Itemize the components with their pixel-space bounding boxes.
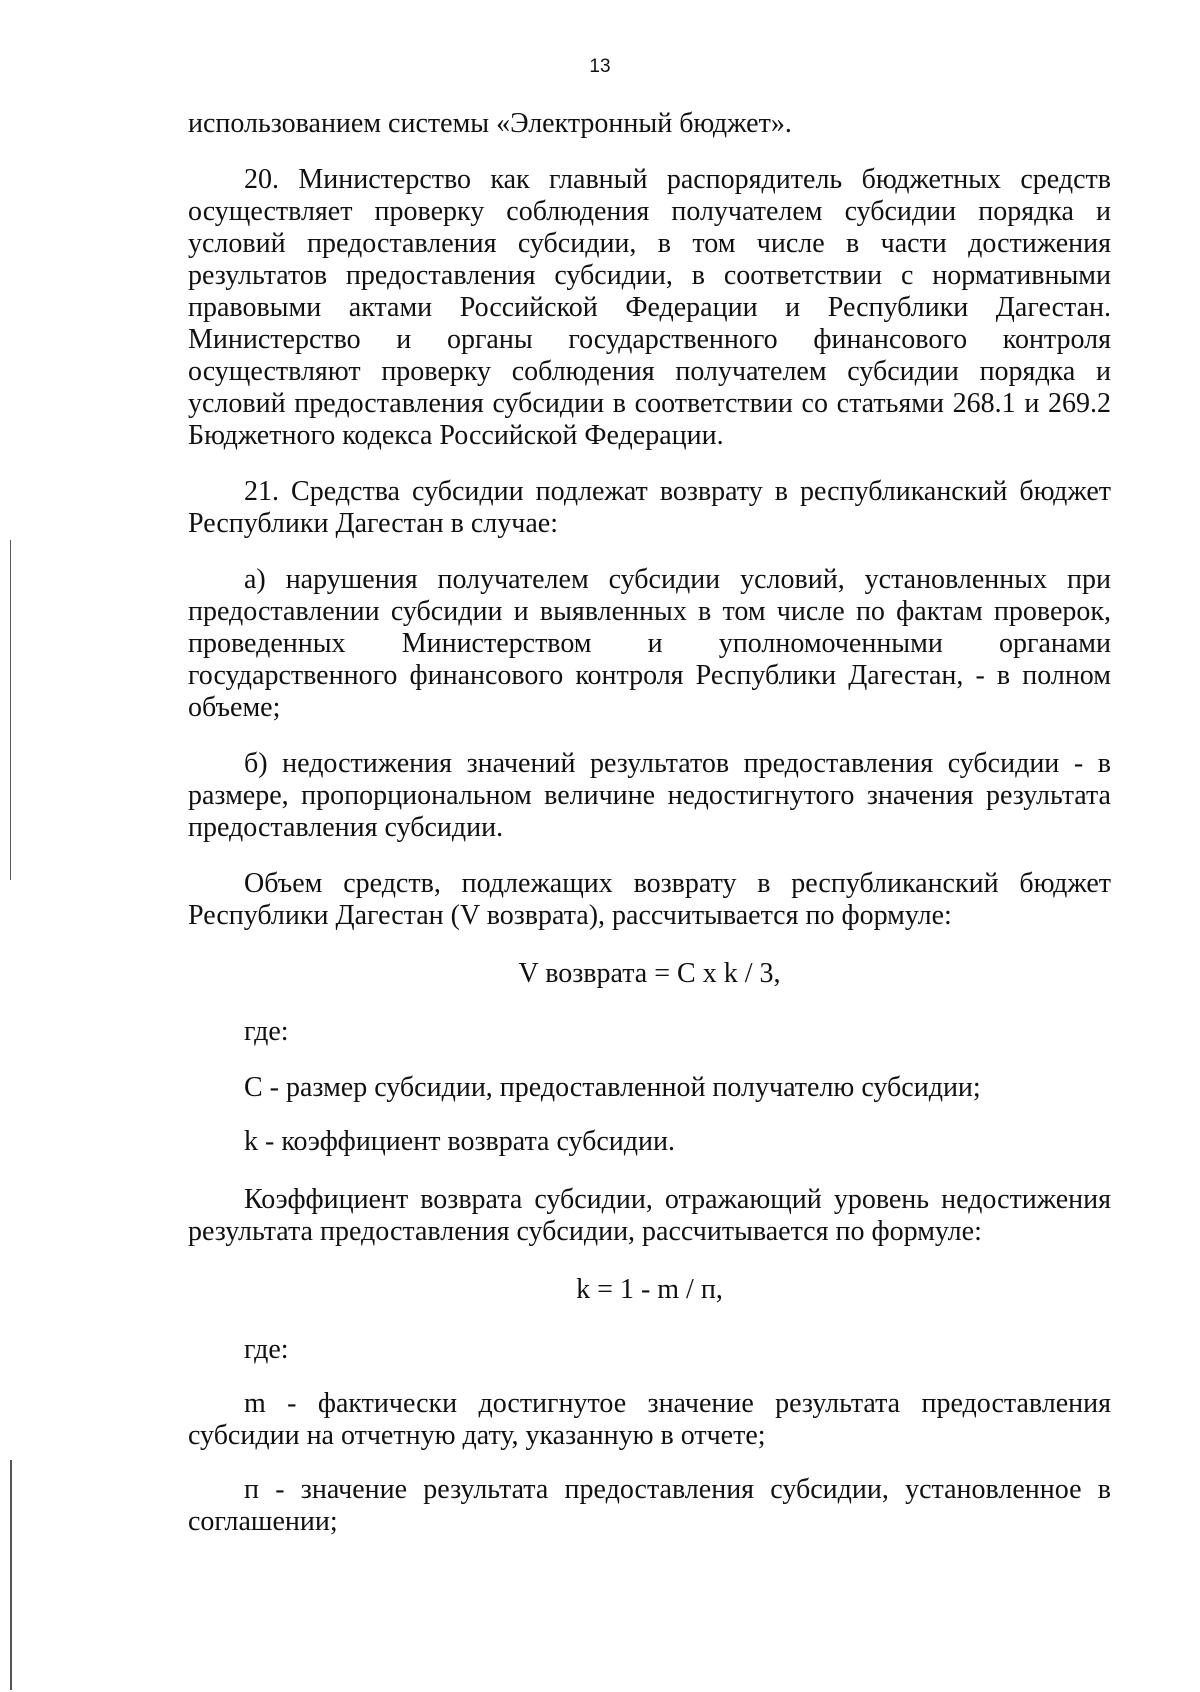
document-body (188, 108, 1111, 1538)
paragraph-20: 20. Министерство как главный распорядитель бюджетных средств осуществляет проверку соблюдения получателем субсидии порядка и условий предоставления субсидии, в том числе в части достижения результатов предоставления субсидии, в соответствии с нормативными правовыми актами Российской Федерации и Республики Дагестан. Министерство и органы государственного финансового контроля осуществляют проверку соблюдения получателем субсидии порядка и условий предоставления субсидии в соответствии со статьями 268.1 и 269.2 Бюджетного кодекса Российской Федерации. (188, 164, 1111, 451)
where-label-2: где: (244, 1334, 289, 1365)
return-volume-formula: V возврата = C x k / 3, (518, 958, 781, 989)
paragraph-21: 21. Средства субсидии подлежат возврату в республиканский бюджет Республики Дагестан в случае: (188, 476, 1111, 539)
scan-edge-mark (10, 1460, 12, 1690)
definition-m: m - фактически достигнутое значение результата предоставления субсидии на отчетную дату, указанную в отчете; (188, 1388, 1111, 1451)
paragraph-21-a: а) нарушения получателем субсидии условий, установленных при предоставлении субсидии и выявленных в том числе по фактам проверок, проведенных Министерством и уполномоченными органами государственного финансового контроля Республики Дагестан, - в полном объеме; (188, 564, 1111, 723)
return-volume-paragraph: Объем средств, подлежащих возврату в республиканский бюджет Республики Дагестан (V возврата), рассчитывается по формуле: (188, 868, 1111, 931)
definition-c: C - размер субсидии, предоставленной получателю субсидии; (244, 1072, 981, 1103)
definition-n: п - значение результата предоставления субсидии, установленное в соглашении; (188, 1474, 1111, 1537)
where-label-1: где: (244, 1016, 289, 1047)
paragraph-21-b: б) недостижения значений результатов предоставления субсидии - в размере, пропорциональном величине недостигнутого значения результата предоставления субсидии. (188, 748, 1111, 843)
coefficient-formula: k = 1 - m / п, (576, 1274, 723, 1305)
definition-k: k - коэффициент возврата субсидии. (244, 1126, 676, 1157)
coefficient-paragraph: Коэффициент возврата субсидии, отражающий уровень недостижения результата предоставления субсидии, рассчитывается по формуле: (188, 1184, 1111, 1247)
page-number: 13 (589, 56, 611, 77)
scan-edge-mark (10, 540, 11, 880)
intro-paragraph: использованием системы «Электронный бюджет». (188, 108, 792, 139)
